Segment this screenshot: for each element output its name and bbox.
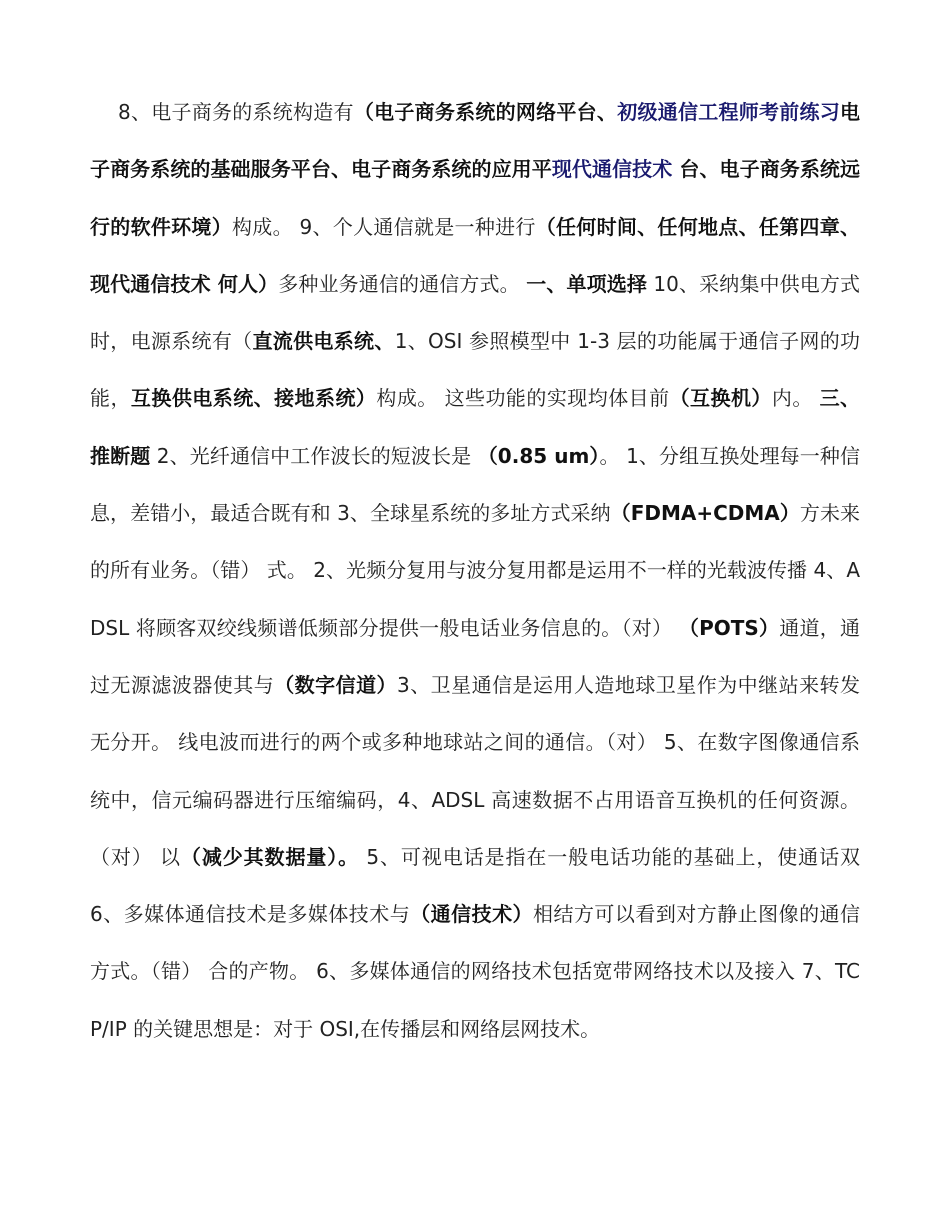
- text-run-bold: （任何时间、任何地点、任第四章、现代通信技术 何人）: [90, 214, 861, 296]
- text-run-bold: （0.85 um）: [477, 443, 600, 468]
- text-run: 。 1、分组互换处理每一种信息，差错小，最适合既有和 3、全球星系统的多址方式采纳: [90, 443, 861, 526]
- text-run: 构成。 9、个人通信就是一种进行: [232, 214, 536, 239]
- text-run: 10、采纳集中供电方式时，电源系统有（: [90, 271, 861, 354]
- document-paragraph: [90, 84, 860, 1058]
- link-text[interactable]: 现代通信技术: [551, 157, 673, 182]
- section-heading: 三、推断题: [90, 386, 861, 468]
- text-run: 通道，通过无源滤波器使其与: [90, 615, 860, 697]
- link-text[interactable]: 初级通信工程师考前练习: [617, 100, 841, 124]
- text-run-bold: （减少其数据量）。: [180, 844, 360, 869]
- text-run: 1、OSI 参照模型中 1-3 层的功能属于通信子网的功能，: [90, 329, 861, 411]
- text-run-bold: （互换机）: [669, 386, 772, 411]
- text-run-bold: （数字信道）: [274, 672, 398, 697]
- text-run: 5、可视电话是指在一般电话功能的基础上，使通话双 6、多媒体通信技术是多媒体技术与: [90, 844, 860, 927]
- text-run: 构成。 这些功能的实现均体目前: [376, 386, 670, 411]
- text-run-bold: （FDMA+CDMA）: [610, 501, 800, 526]
- text-run-bold: 直流供电系统、: [252, 329, 395, 354]
- text-run-bold: 互换供电系统、接地系统）: [130, 386, 377, 411]
- text-run: 相结方可以看到对方静止图像的通信方式。（错） 合的产物。 6、多媒体通信的网络技术包括宽带网络技术以及接入 7、TCP/IP 的关键思想是：对于 OSI,在传播层和网络层网技术。: [90, 902, 861, 1041]
- text-run-bold: 电子商务系统的基础服务平台、电子商务系统的应用平: [90, 100, 861, 182]
- text-run-bold: （电子商务系统的网络平台、: [353, 100, 618, 124]
- text-run: 内。: [771, 386, 820, 411]
- text-run-bold: 台、电子商务系统远行的软件环境）: [90, 157, 861, 239]
- text-run: 8、电子商务的系统构造有: [118, 100, 354, 124]
- text-run: 3、卫星通信是运用人造地球卫星作为中继站来转发无分开。 线电波而进行的两个或多种地球站之间的通信。（对） 5、在数字图像通信系统中，信元编码器进行压缩编码，4、ADSL 高速数据不占用语音互换机的任何资源。 （对） 以: [90, 672, 861, 869]
- text-run: 方未来的所有业务。（错） 式。 2、光频分复用与波分复用都是运用不一样的光载波传播 4、ADSL 将顾客双绞线频谱低频部分提供一般电话业务信息的。（对）: [90, 501, 861, 640]
- text-run-bold: （POTS）: [678, 615, 780, 640]
- section-heading: 一、单项选择: [526, 271, 647, 296]
- text-run-bold: （通信技术）: [410, 902, 534, 927]
- text-run: 2、光纤通信中工作波长的短波长是: [150, 443, 478, 468]
- text-run: 多种业务通信的通信方式。: [278, 271, 527, 296]
